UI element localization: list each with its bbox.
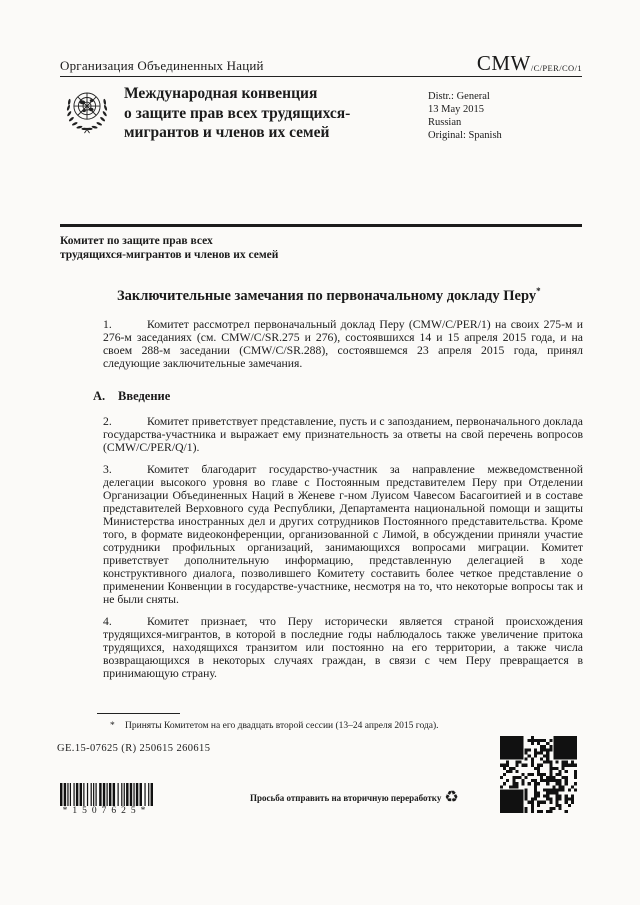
org-name: Организация Объединенных Наций: [60, 58, 264, 73]
distr-language: Russian: [428, 117, 462, 128]
recycle-icon: ♻: [444, 789, 459, 806]
paragraph-text: Комитет признает, что Перу исторически является страной происхождения трудящихся-мигрантов, в которой в последние годы наблюдалось также увеличение притока трудящихся, находящихся транзитом или постоянно на его территории, а также числа возвращающихся в некоторых случаях граждан, в связи с чем Перу превращается в принимающую страну.: [103, 615, 583, 681]
footnote-text: Приняты Комитетом на его двадцать второй сессии (13–24 апреля 2015 года).: [125, 721, 439, 731]
convention-title-line: о защите прав всех трудящихся-: [124, 104, 351, 122]
paragraph-4: [103, 615, 583, 680]
paragraph-3: [103, 463, 583, 606]
committee-heading: [60, 235, 278, 262]
distr-line: Distr.: General: [428, 91, 490, 102]
convention-title-line: мигрантов и членов их семей: [124, 124, 330, 141]
convention-title-line: Международная конвенция: [124, 85, 318, 102]
un-emblem-icon: [60, 84, 114, 145]
doc-symbol-suffix: /C/PER/CO/1: [530, 63, 582, 73]
main-text-column: [93, 282, 583, 681]
header: [60, 50, 582, 77]
committee-heading-line: трудящихся-мигрантов и членов их семей: [60, 248, 279, 261]
committee-heading-line: Комитет по защите прав всех: [60, 235, 213, 247]
section-heading-a: [93, 389, 583, 404]
barcode: [60, 783, 153, 816]
paragraph-number: 3.: [103, 463, 112, 477]
paragraph-2: [103, 415, 583, 454]
convention-title: [124, 84, 414, 143]
distr-date: 13 May 2015: [428, 104, 484, 115]
footnote-marker: *: [110, 721, 115, 731]
qr-code: [500, 736, 577, 813]
document-title: Заключительные замечания по первоначальному докладу Перу*: [117, 286, 541, 304]
barcode-text: *1507625*: [62, 806, 151, 816]
paragraph-text: Комитет приветствует представление, пусть и с запозданием, первоначального доклада государства-участника и выражает ему признательность за ответы на свой перечень вопросов (CMW/C/PER/Q/1).: [103, 415, 583, 455]
paragraph-number: 1.: [103, 318, 112, 332]
paragraph-text: Комитет благодарит государство-участник за направление межведомственной делегации высокого уровня во главе с Постоянным представителем Перу при Отделении Организации Объединенных Наций в Женеве г-ном Луисом Чавесом Басагоитией и в составе представителей Верховного суда Республики, Департамента национальной помощи и защиты Министерства иностранных дел и других сотрудников Постоянного представительства. Кроме того, в формате видеоконференции, организованной с Лимой, в обсуждении приняли участие сотрудники профильных организаций, занимающихся вопросами миграции. Комитет приветствует дополнительную информацию, представленную делегацией в ходе конструктивного диалога, позволившего Комитету составить более четкое представление о применении Конвенции в государстве-участнике, несмотря на то, что некоторые вопросы так и не были сняты.: [103, 463, 583, 607]
distribution-block: [428, 90, 502, 142]
section-title: Введение: [118, 389, 171, 404]
footnote-separator: [97, 713, 180, 714]
paragraph-number: 2.: [103, 415, 112, 429]
footnote: [110, 721, 570, 732]
ge-document-number: GE.15-07625 (R) 250615 260615: [57, 743, 211, 754]
paragraph-number: 4.: [103, 615, 112, 629]
footnote-marker: *: [536, 286, 541, 296]
paragraph-1: [103, 318, 583, 370]
recycle-text: Просьба отправить на вторичную переработку: [250, 793, 442, 803]
section-letter: A.: [93, 389, 106, 404]
distr-original: Original: Spanish: [428, 130, 502, 141]
paragraph-text: Комитет рассмотрел первоначальный доклад Перу (CMW/C/PER/1) на своих 275-м и 276-м заседаниях (см. CMW/C/SR.275 и 276), состоявшихся 14 и 15 апреля 2015 года, и на своем 288-м заседании (CMW/C/SR.288), состоявшемся 23 апреля 2015 года, принял следующие заключительные замечания.: [103, 318, 583, 371]
recycle-note: [250, 790, 459, 806]
section-divider-rule: [60, 224, 582, 227]
doc-symbol: $CMW_{/C/PER/CO/1}$: [476, 51, 582, 75]
